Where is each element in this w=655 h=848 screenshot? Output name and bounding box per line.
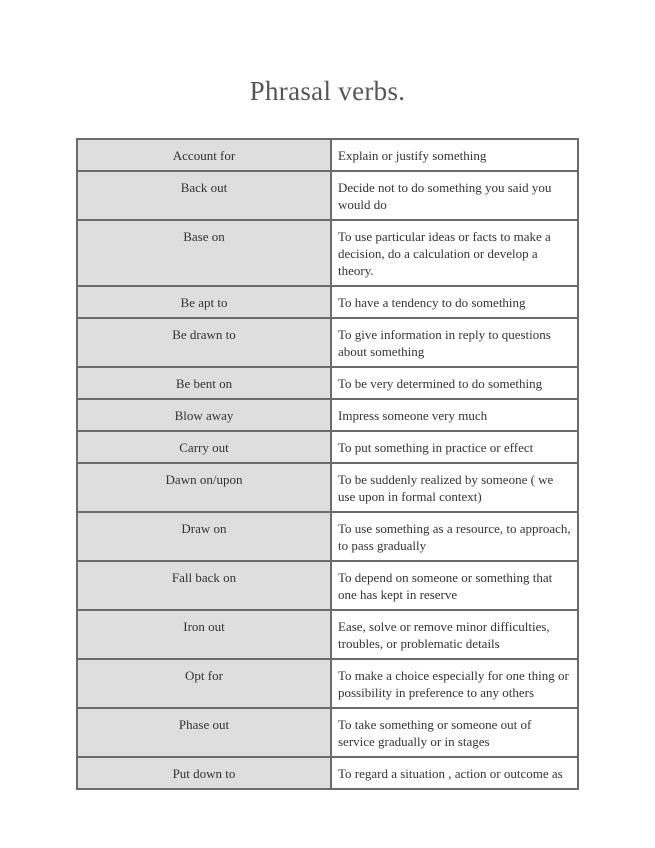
verb-cell: Blow away	[77, 399, 331, 431]
meaning-cell: To regard a situation , action or outcome as	[331, 757, 578, 789]
verb-cell: Carry out	[77, 431, 331, 463]
table-row	[77, 463, 578, 512]
verb-cell: Dawn on/upon	[77, 463, 331, 512]
meaning-cell: To be suddenly realized by someone ( we use upon in formal context)	[331, 463, 578, 512]
verb-cell: Be drawn to	[77, 318, 331, 367]
meaning-cell: To put something in practice or effect	[331, 431, 578, 463]
meaning-cell: To take something or someone out of service gradually or in stages	[331, 708, 578, 757]
table-row	[77, 367, 578, 399]
table-row	[77, 512, 578, 561]
verb-cell: Phase out	[77, 708, 331, 757]
verb-cell: Put down to	[77, 757, 331, 789]
phrasal-verbs-table	[76, 138, 579, 790]
table-row	[77, 171, 578, 220]
table-row	[77, 708, 578, 757]
verb-cell: Fall back on	[77, 561, 331, 610]
meaning-cell: To use something as a resource, to approach, to pass gradually	[331, 512, 578, 561]
verb-cell: Iron out	[77, 610, 331, 659]
table-row	[77, 399, 578, 431]
meaning-cell: To be very determined to do something	[331, 367, 578, 399]
meaning-cell: To give information in reply to questions about something	[331, 318, 578, 367]
meaning-cell: To depend on someone or something that one has kept in reserve	[331, 561, 578, 610]
table-row	[77, 610, 578, 659]
verb-cell: Be bent on	[77, 367, 331, 399]
table-row	[77, 757, 578, 789]
verb-cell: Account for	[77, 139, 331, 171]
table-row	[77, 220, 578, 286]
table-row	[77, 318, 578, 367]
table-row	[77, 659, 578, 708]
page-title: Phrasal verbs.	[249, 76, 406, 106]
meaning-cell: Ease, solve or remove minor difficulties, troubles, or problematic details	[331, 610, 578, 659]
meaning-cell: To have a tendency to do something	[331, 286, 578, 318]
table-row	[77, 431, 578, 463]
table-row	[77, 286, 578, 318]
verb-cell: Be apt to	[77, 286, 331, 318]
verb-cell: Back out	[77, 171, 331, 220]
verb-cell: Base on	[77, 220, 331, 286]
meaning-cell: To use particular ideas or facts to make a decision, do a calculation or develop a theory.	[331, 220, 578, 286]
verb-cell: Draw on	[77, 512, 331, 561]
meaning-cell: Explain or justify something	[331, 139, 578, 171]
meaning-cell: Impress someone very much	[331, 399, 578, 431]
table-row	[77, 139, 578, 171]
table-row	[77, 561, 578, 610]
verb-cell: Opt for	[77, 659, 331, 708]
meaning-cell: To make a choice especially for one thing or possibility in preference to any others	[331, 659, 578, 708]
meaning-cell: Decide not to do something you said you would do	[331, 171, 578, 220]
